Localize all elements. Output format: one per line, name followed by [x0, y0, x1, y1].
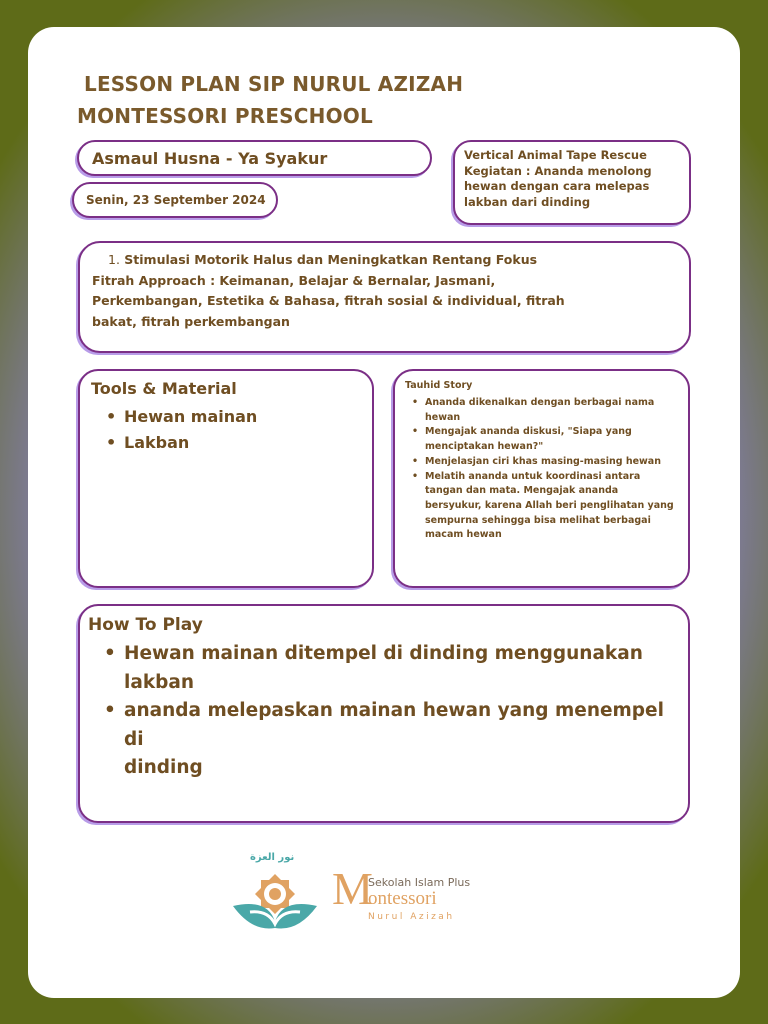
objective-box [78, 241, 691, 353]
date-box [72, 182, 278, 218]
tools-item: • Lakban [124, 430, 257, 456]
school-logo [228, 852, 498, 937]
logo-brand-rest: ontessori [368, 888, 437, 909]
header-title-line2: MONTESSORI PRESCHOOL [77, 104, 373, 128]
header-title-line1: LESSON PLAN SIP NURUL AZIZAH [84, 72, 464, 96]
tools-box [78, 369, 374, 588]
logo-emblem-icon [228, 866, 323, 936]
tauhid-box [393, 369, 690, 588]
activity-line4: lakban dari dinding [464, 194, 591, 209]
tools-item: • Hewan mainan [124, 404, 257, 430]
how-to-play-heading: How To Play [88, 615, 203, 635]
how-to-play-item: • ananda melepaskan mainan hewan yang menempel di dinding [124, 697, 688, 783]
objective-title: Stimulasi Motorik Halus dan Meningkatkan Rentang Fokus [124, 252, 538, 267]
logo-big-letter: M [332, 863, 373, 914]
tauhid-item: • Menjelasjan ciri khas masing-masing hewan [425, 455, 674, 470]
logo-arabic-text: نور العزة [250, 852, 295, 863]
theme-text: Asmaul Husna - Ya Syakur [92, 149, 328, 168]
objective-line2: Perkembangan, Estetika & Bahasa, fitrah sosial & individual, fitrah [92, 293, 565, 308]
activity-line2: Kegiatan : Ananda menolong [464, 163, 652, 178]
theme-box [77, 140, 432, 176]
date-text: Senin, 23 September 2024 [86, 193, 266, 207]
how-to-play-box [78, 604, 690, 823]
objective-text [92, 250, 565, 332]
objective-line3: bakat, fitrah perkembangan [92, 313, 290, 329]
activity-text [464, 148, 652, 210]
tauhid-item: • Ananda dikenalkan dengan berbagai nama hewan [425, 396, 674, 425]
tauhid-heading: Tauhid Story [405, 380, 473, 391]
logo-subtitle: Nurul Azizah [368, 912, 455, 922]
logo-school-line: Sekolah Islam Plus [368, 876, 471, 889]
objective-line1: Fitrah Approach : Keimanan, Belajar & Bernalar, Jasmani, [92, 272, 496, 288]
tauhid-item: • Mengajak ananda diskusi, "Siapa yang menciptakan hewan?" [425, 425, 674, 454]
activity-box [453, 140, 691, 225]
tauhid-list [425, 396, 674, 543]
objective-number: 1. [108, 252, 120, 267]
tools-heading: Tools & Material [91, 379, 237, 398]
tauhid-item: • Melatih ananda untuk koordinasi antara tangan dan mata. Mengajak ananda bersyukur, karena Allah beri penglihatan yang sempurna sehingga bisa melihat berbagai macam hewan [425, 470, 674, 544]
activity-line1: Vertical Animal Tape Rescue [464, 148, 647, 162]
objective-title-row [92, 250, 565, 271]
tools-list [124, 404, 257, 456]
activity-line3: hewan dengan cara melepas [464, 179, 650, 193]
how-to-play-list [124, 640, 688, 783]
how-to-play-item: • Hewan mainan ditempel di dinding menggunakan lakban [124, 640, 688, 697]
